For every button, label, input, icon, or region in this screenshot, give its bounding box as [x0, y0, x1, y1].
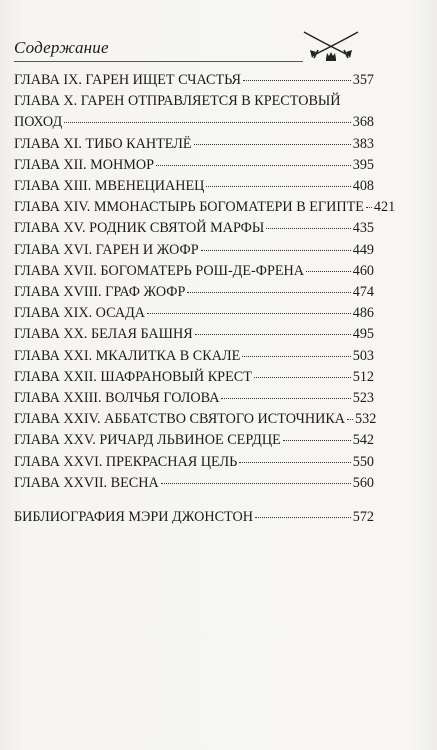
- dot-leader: [194, 144, 351, 145]
- toc-entry-page: 408: [352, 178, 374, 195]
- toc-entry: [14, 261, 374, 282]
- toc-entry-page: 395: [352, 156, 374, 173]
- toc-entry: [14, 324, 374, 345]
- toc-entry-title-continued: ПОХОД: [14, 114, 63, 131]
- toc-entry: [14, 388, 374, 409]
- toc-entry-page: 383: [352, 135, 374, 152]
- dot-leader: [187, 292, 350, 293]
- toc-entry-title: ГЛАВА XXI. МКАЛИТКА В СКАЛЕ: [14, 347, 241, 364]
- toc-entry-title: ГЛАВА XII. МОНМОР: [14, 156, 155, 173]
- toc-entry-page: 449: [352, 241, 374, 258]
- toc-entry-page: 435: [352, 220, 374, 237]
- toc-entry: [14, 70, 374, 91]
- toc-entry-page: 542: [352, 432, 374, 449]
- toc-entry-page: 560: [352, 474, 374, 491]
- toc-entry-bibliography: [14, 507, 374, 528]
- toc-entry-title: ГЛАВА XX. БЕЛАЯ БАШНЯ: [14, 326, 193, 343]
- toc-entry: [14, 346, 374, 367]
- toc-entry-title: ГЛАВА XVII. БОГОМАТЕРЬ РОШ-ДЕ-ФРЕНА: [14, 262, 304, 279]
- dot-leader: [366, 207, 372, 208]
- dot-leader: [347, 419, 353, 420]
- toc-entry-title: ГЛАВА XIV. ММОНАСТЫРЬ БОГОМАТЕРИ В ЕГИПТЕ: [14, 199, 364, 216]
- toc-entry-title: ГЛАВА XI. ТИБО КАНТЕЛЁ: [14, 135, 192, 152]
- toc-entry: [14, 303, 374, 324]
- dot-leader: [156, 165, 351, 166]
- dot-leader: [306, 271, 351, 272]
- toc-entry-title: ГЛАВА XXII. ШАФРАНОВЫЙ КРЕСТ: [14, 368, 252, 385]
- dot-leader: [239, 462, 350, 463]
- page-title: Содержание: [14, 38, 109, 57]
- toc-entry-title: ГЛАВА XXVII. ВЕСНА: [14, 474, 159, 491]
- toc-entry: [14, 409, 377, 430]
- toc-entry-title: ГЛАВА XVIII. ГРАФ ЖОФР: [14, 284, 186, 301]
- dot-leader: [206, 186, 350, 187]
- dot-leader: [147, 313, 351, 314]
- toc-entry-page: 368: [352, 114, 374, 131]
- toc-entry: [14, 473, 374, 494]
- toc-entry: [14, 91, 374, 133]
- dot-leader: [254, 377, 351, 378]
- crossed-swords-crown-icon: [300, 26, 362, 66]
- dot-leader: [266, 228, 351, 229]
- toc-entry-title: ГЛАВА XV. РОДНИК СВЯТОЙ МАРФЫ: [14, 220, 265, 237]
- toc-entry-page: 421: [373, 199, 396, 216]
- dot-leader: [64, 122, 351, 123]
- toc-entry-title: ГЛАВА X. ГАРЕН ОТПРАВЛЯЕТСЯ В КРЕСТОВЫЙ: [14, 93, 341, 110]
- section-gap: [14, 494, 374, 507]
- toc-entry-title: ГЛАВА XIII. МВЕНЕЦИАНЕЦ: [14, 178, 205, 195]
- toc-entry-title: ГЛАВА XXIV. АББАТСТВО СВЯТОГО ИСТОЧНИКА: [14, 411, 346, 428]
- toc-entry-title: ГЛАВА XXVI. ПРЕКРАСНАЯ ЦЕЛЬ: [14, 453, 238, 470]
- toc-entry: [14, 430, 374, 451]
- toc-entry-title: ГЛАВА XXIII. ВОЛЧЬЯ ГОЛОВА: [14, 390, 220, 407]
- toc-entry-title: ГЛАВА IX. ГАРЕН ИЩЕТ СЧАСТЬЯ: [14, 72, 241, 88]
- toc-entry-title: ГЛАВА XIX. ОСАДА: [14, 305, 146, 322]
- toc-entry: [14, 134, 374, 155]
- toc-entry: [14, 176, 374, 197]
- dot-leader: [255, 517, 351, 518]
- dot-leader: [195, 334, 351, 335]
- toc-entry-page: 512: [352, 368, 374, 385]
- dot-leader: [243, 80, 351, 81]
- toc-entry-page: 357: [352, 72, 374, 88]
- dot-leader: [201, 250, 351, 251]
- toc-entry: [14, 197, 396, 218]
- header-rule: [14, 61, 303, 62]
- toc-entry-page: 474: [352, 284, 374, 301]
- toc-entry-page: 572: [352, 509, 374, 526]
- toc-entry-page: 460: [352, 262, 374, 279]
- toc-entry: [14, 218, 374, 239]
- toc-entry-page: 503: [352, 347, 374, 364]
- toc-entry: [14, 155, 374, 176]
- toc-entry: [14, 367, 374, 388]
- toc-entry: [14, 240, 374, 261]
- dot-leader: [221, 398, 350, 399]
- toc-entry-title: ГЛАВА XXV. РИЧАРД ЛЬВИНОЕ СЕРДЦЕ: [14, 432, 281, 449]
- page-header: [14, 36, 314, 62]
- toc-entry-title: ГЛАВА XVI. ГАРЕН И ЖОФР: [14, 241, 199, 258]
- toc-entry-page: 495: [352, 326, 374, 343]
- table-of-contents: [14, 70, 396, 528]
- toc-entry: [14, 282, 374, 303]
- dot-leader: [161, 483, 351, 484]
- toc-entry-page: 486: [352, 305, 374, 322]
- dot-leader: [242, 356, 350, 357]
- toc-entry-title: БИБЛИОГРАФИЯ МЭРИ ДЖОНСТОН: [14, 509, 254, 526]
- toc-entry-page: 523: [352, 390, 374, 407]
- toc-entry-page: 532: [355, 411, 377, 428]
- toc-entry-page: 550: [352, 453, 374, 470]
- dot-leader: [283, 440, 351, 441]
- toc-entry: [14, 452, 374, 473]
